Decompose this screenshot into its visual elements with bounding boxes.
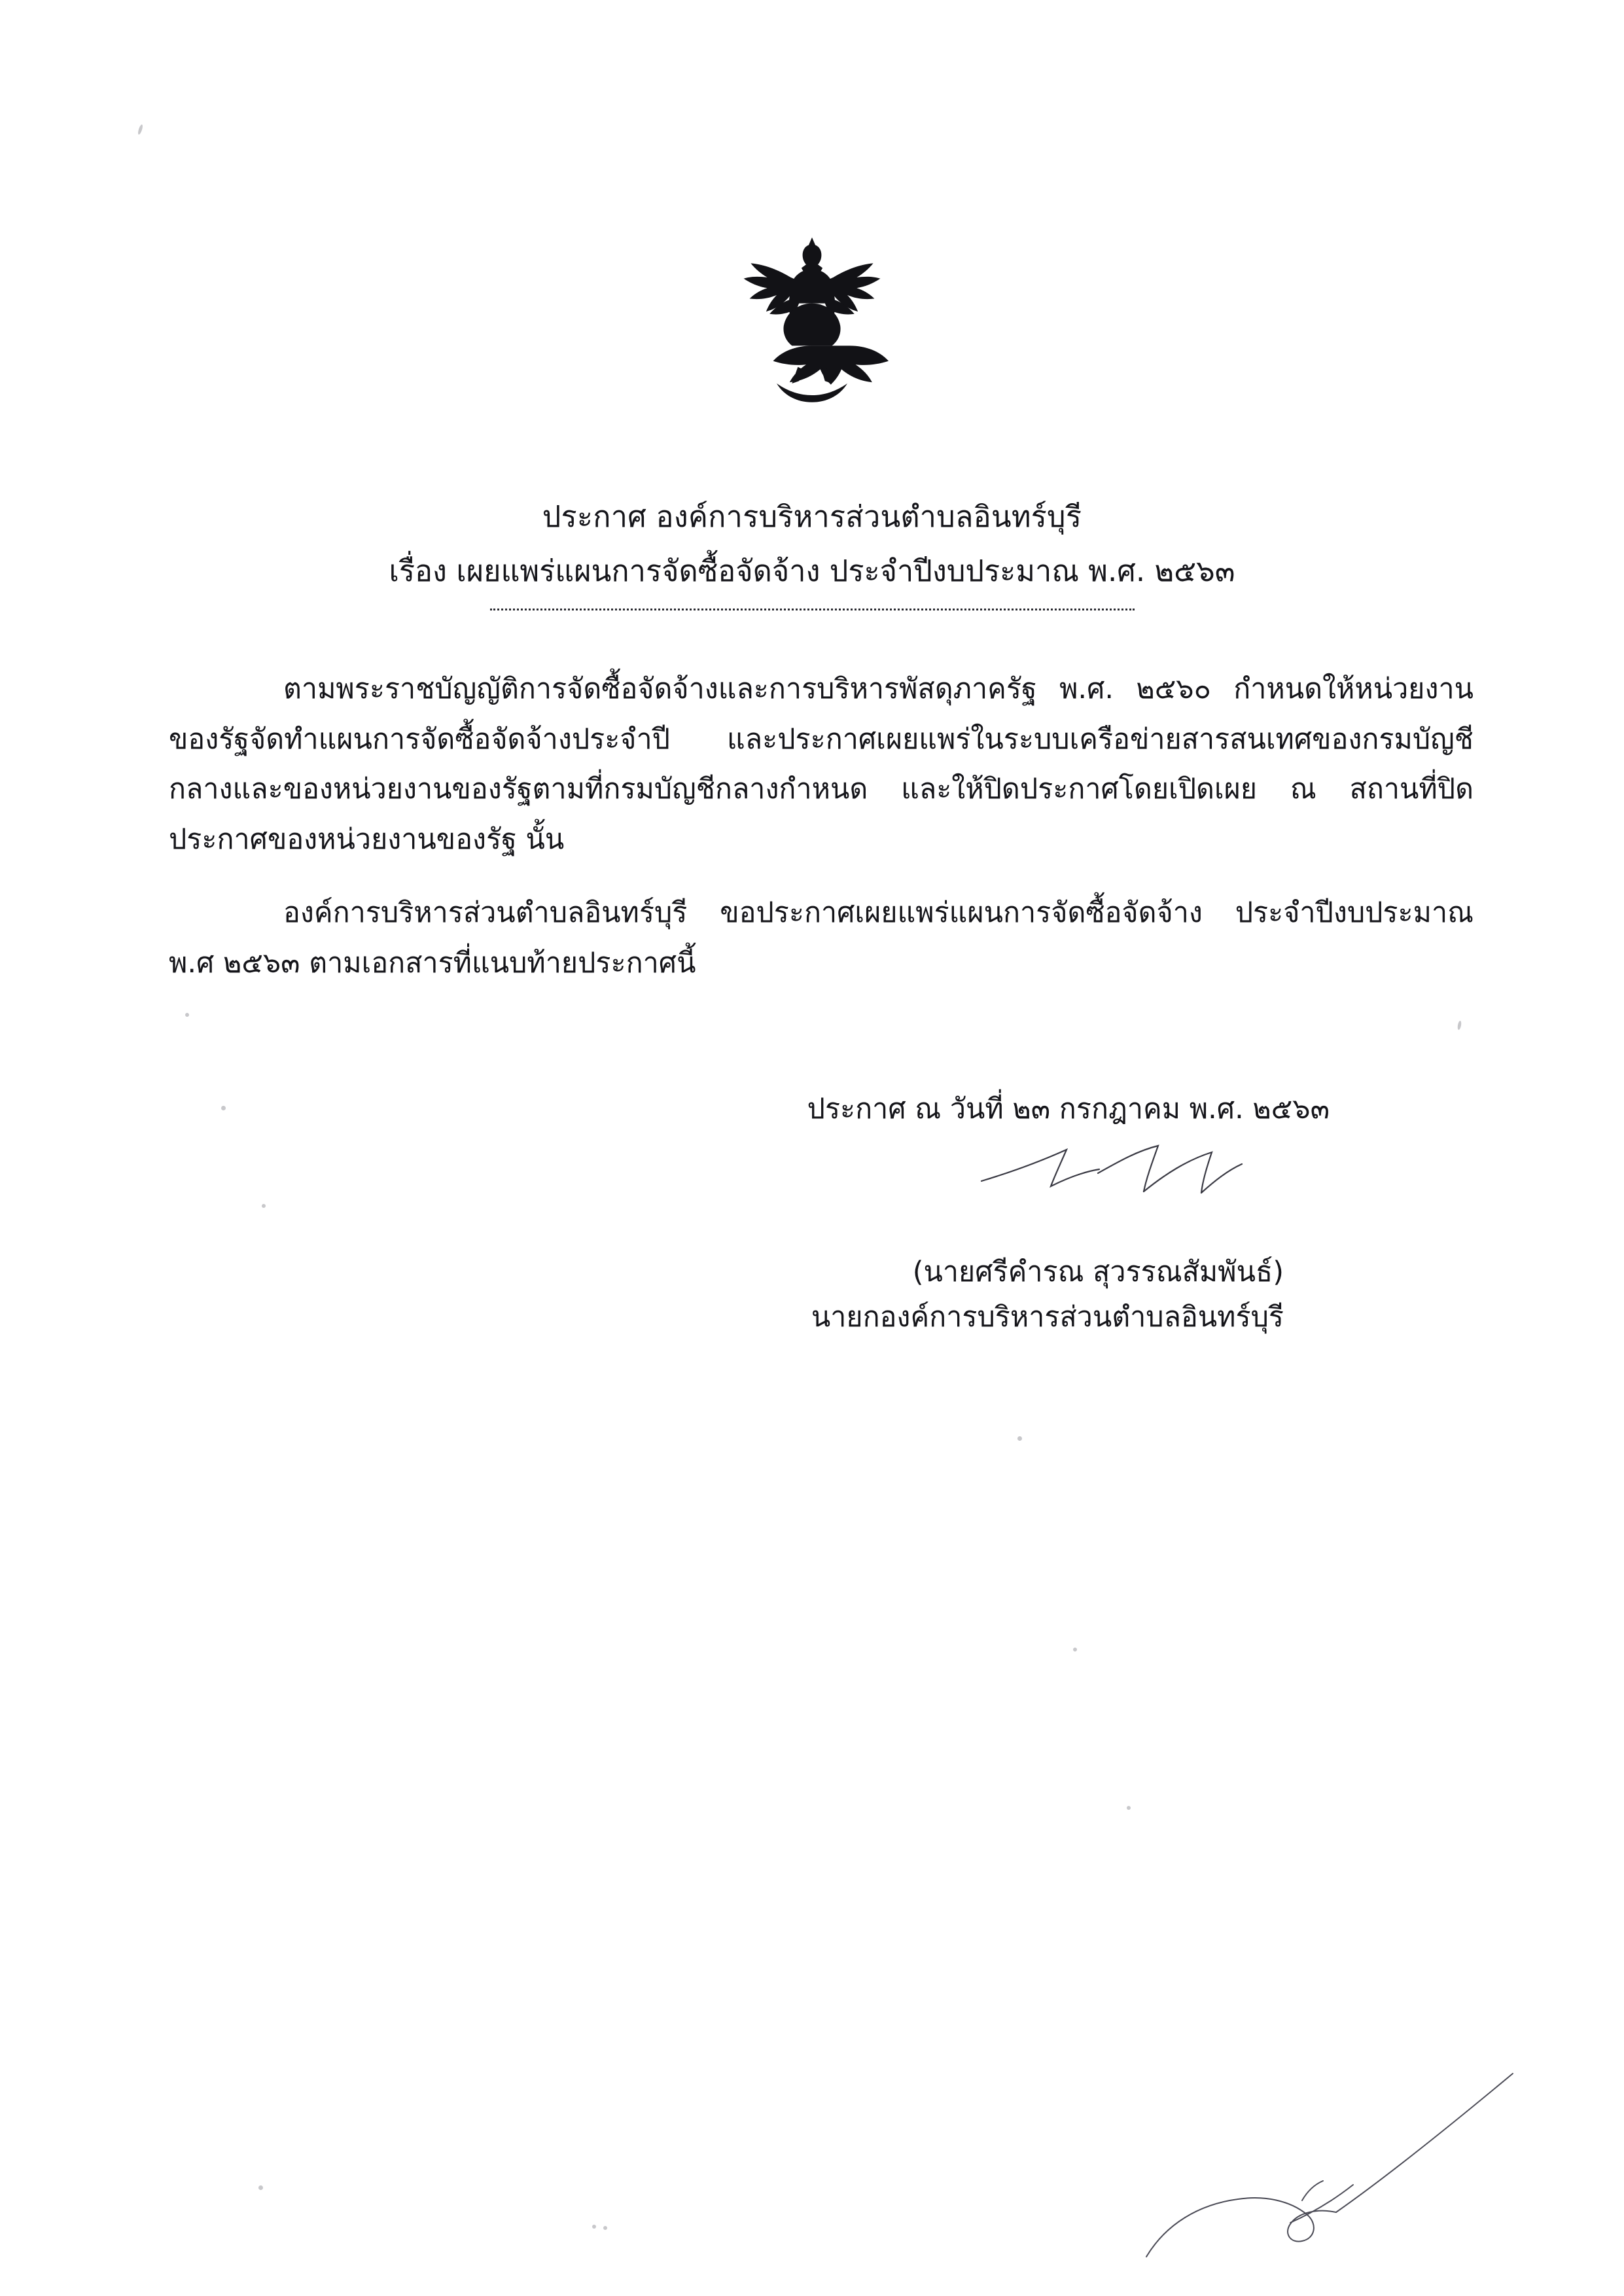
document-heading: [0, 497, 1624, 610]
heading-divider: [490, 609, 1135, 610]
scan-speck: [1457, 1021, 1462, 1031]
garuda-emblem: [694, 230, 930, 466]
scan-speck: [185, 1013, 189, 1017]
emblem-container: [0, 230, 1624, 466]
scan-speck: [1073, 1648, 1077, 1651]
paragraph-spacer: [169, 871, 1474, 888]
page-subtitle: เรื่อง เผยแพร่แผนการจัดซื้อจัดจ้าง ประจำปีงบประมาณ พ.ศ. ๒๕๖๓: [389, 553, 1235, 588]
scan-speck: [258, 2185, 263, 2190]
body-paragraph: ตามพระราชบัญญัติการจัดซื้อจัดจ้างและการบริหารพัสดุภาครัฐ พ.ศ. ๒๕๖๐ กำหนดให้หน่วยงานของรัฐจัดทำแผนการจัดซื้อจัดจ้างประจำปี และประกาศเผยแพร่ในระบบเครือข่ายสารสนเทศของกรมบัญชีกลางและของหน่วยงานของรัฐตามที่กรมบัญชีกลางกำหนด และให้ปิดประกาศโดยเปิดเผย ณ สถานที่ปิดประกาศของหน่วยงานของรัฐ นั้น: [169, 673, 1474, 856]
scan-speck: [262, 1204, 266, 1208]
signature-block: [0, 1250, 1474, 1340]
signer-name: (นายศรีคำรณ สุวรรณสัมพันธ์): [912, 1256, 1284, 1288]
announcement-date: ประกาศ ณ วันที่ ๒๓ กรกฎาคม พ.ศ. ๒๕๖๓: [807, 1093, 1330, 1125]
scan-speck: [592, 2225, 596, 2229]
document-body: [169, 664, 1474, 995]
signer-title: นายกองค์การบริหารส่วนตำบลอินทร์บุรี: [811, 1300, 1284, 1333]
scan-speck: [1127, 1806, 1131, 1810]
scan-speck: [603, 2226, 607, 2230]
body-paragraph: องค์การบริหารส่วนตำบลอินทร์บุรี ขอประกาศเผยแพร่แผนการจัดซื้อจัดจ้าง ประจำปีงบประมาณ พ.ศ ๒๕๖๓ ตามเอกสารที่แนบท้ายประกาศนี้: [169, 896, 1474, 980]
scan-speck: [137, 124, 144, 135]
page-title: ประกาศ องค์การบริหารส่วนตำบลอินทร์บุรี: [542, 499, 1082, 534]
page-flourish-mark: [1127, 2060, 1545, 2270]
signature-mark: [968, 1135, 1335, 1233]
scan-speck: [1017, 1436, 1022, 1441]
